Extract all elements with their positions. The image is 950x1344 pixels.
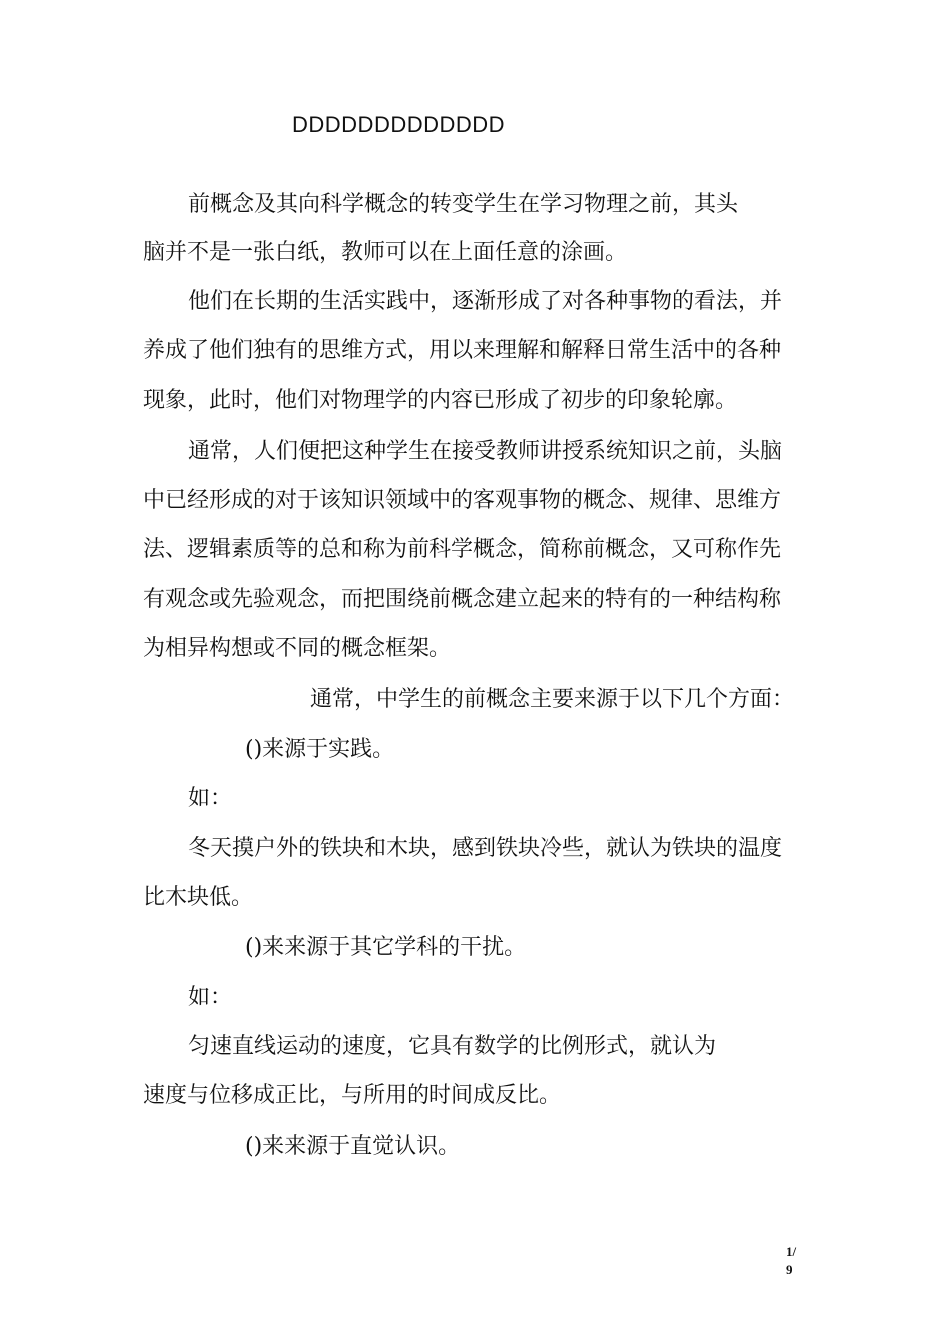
text-line: 通常，中学生的前概念主要来源于以下几个方面： — [310, 687, 795, 712]
text-line: 养成了他们独有的思维方式，用以来理解和解释日常生活中的各种 — [143, 338, 782, 363]
text-line: 如： — [188, 985, 233, 1010]
list-heading: ()来源于实践。 — [245, 737, 395, 762]
text-line: 通常，人们便把这种学生在接受教师讲授系统知识之前，头脑 — [188, 439, 783, 464]
text-line: 前概念及其向科学概念的转变学生在学习物理之前，其头 — [188, 192, 739, 217]
text-line: 匀速直线运动的速度，它具有数学的比例形式，就认为 — [188, 1034, 717, 1059]
list-heading: ()来来源于其它学科的干扰。 — [245, 935, 527, 960]
page-number-top: 1/ — [786, 1244, 797, 1259]
text-line: 他们在长期的生活实践中，逐渐形成了对各种事物的看法，并 — [188, 289, 783, 314]
text-line: 现象，此时，他们对物理学的内容已形成了初步的印象轮廓。 — [143, 388, 738, 413]
document-title: DDDDDDDDDDDDD — [292, 112, 506, 137]
text-line: 法、逻辑素质等的总和称为前科学概念，简称前概念，又可称作先 — [143, 537, 782, 562]
list-heading: ()来来源于直觉认识。 — [245, 1134, 461, 1159]
text-line: 脑并不是一张白纸，教师可以在上面任意的涂画。 — [143, 240, 628, 265]
text-line: 冬天摸户外的铁块和木块，感到铁块冷些，就认为铁块的温度 — [188, 836, 783, 861]
text-line: 如： — [188, 786, 233, 811]
page-number-bottom: 9 — [786, 1262, 793, 1277]
text-line: 有观念或先验观念，而把围绕前概念建立起来的特有的一种结构称 — [143, 587, 782, 612]
text-line: 比木块低。 — [143, 885, 254, 910]
text-line: 中已经形成的对于该知识领域中的客观事物的概念、规律、思维方 — [143, 488, 782, 513]
text-line: 速度与位移成正比，与所用的时间成反比。 — [143, 1083, 562, 1108]
text-line: 为相异构想或不同的概念框架。 — [143, 636, 452, 661]
